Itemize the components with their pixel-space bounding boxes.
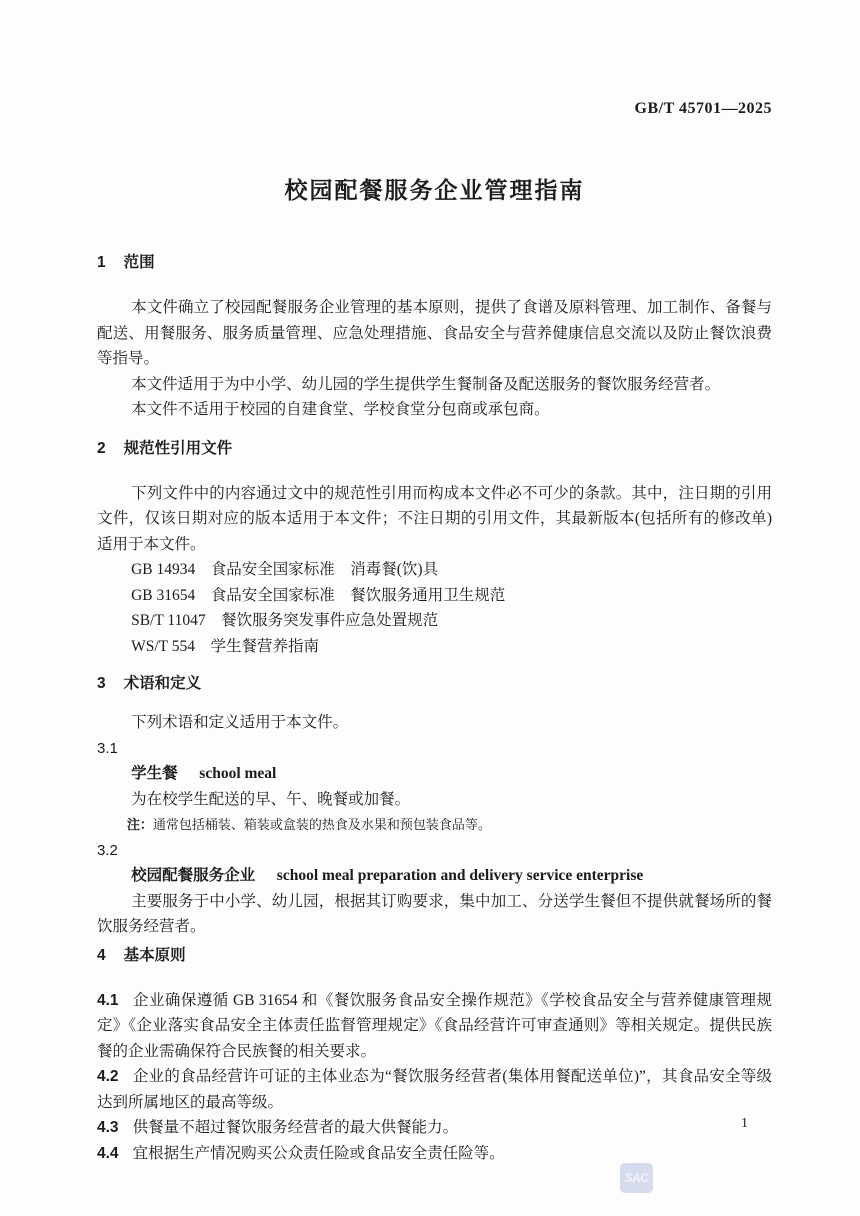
term-definition: 主要服务于中小学、幼儿园，根据其订购要求，集中加工、分送学生餐但不提供就餐场所的餐饮服务经营者。: [97, 892, 772, 935]
term-note: [97, 812, 772, 838]
section-label: 范围: [123, 254, 155, 271]
clause-number: 4.3: [97, 1119, 119, 1136]
standard-code: GB/T 45701—2025: [634, 100, 772, 117]
term-english: school meal preparation and delivery service enterprise: [276, 867, 644, 884]
section-number: 1: [97, 254, 106, 271]
document-title: 校园配餐服务企业管理指南: [284, 177, 585, 203]
reference-item: WS/T 554 学生餐营养指南: [131, 637, 319, 655]
term-number: 3.2: [97, 841, 118, 859]
paragraph: 本文件确立了校园配餐服务企业管理的基本原则，提供了食谱及原料管理、加工制作、备餐与配送、用餐服务、服务质量管理、应急处理措施、食品安全与营养健康信息交流以及防止餐饮浪费等指导。: [97, 299, 772, 367]
reference-item: GB 31654 食品安全国家标准 餐饮服务通用卫生规范: [131, 586, 506, 604]
section-label: 规范性引用文件: [123, 439, 233, 457]
term-chinese: 学生餐: [131, 765, 178, 782]
paragraph: 下列术语和定义适用于本文件。: [131, 714, 349, 731]
paragraph: 本文件不适用于校园的自建食堂、学校食堂分包商或承包商。: [131, 401, 550, 418]
clause-text: 供餐量不超过餐饮服务经营者的最大供餐能力。: [132, 1119, 459, 1136]
clause: [97, 1064, 772, 1115]
section-number: 2: [97, 439, 106, 457]
term-definition: 为在校学生配送的早、午、晚餐或加餐。: [131, 790, 411, 808]
clause-text: 宜根据生产情况购买公众责任险或食品安全责任险等。: [132, 1144, 505, 1162]
clause: [97, 1115, 772, 1141]
clause: [97, 988, 772, 1065]
term-entry: [97, 761, 772, 787]
page-number: 1: [741, 1116, 748, 1131]
clause-number: 4.2: [97, 1068, 119, 1085]
clause: [97, 1141, 772, 1167]
section-number: 3: [97, 675, 106, 692]
clause-text: 企业的食品经营许可证的主体业态为“餐饮服务经营者(集体用餐配送单位)”，其食品安全等级达到所属地区的最高等级。: [97, 1068, 772, 1111]
sac-watermark-text: SAC: [624, 1171, 649, 1185]
section-heading-terms-definitions: [97, 674, 772, 694]
section-label: 基本原则: [123, 946, 186, 964]
clause-number: 4.4: [97, 1144, 119, 1162]
sac-watermark-logo: [620, 1163, 653, 1193]
document-body: [97, 253, 772, 1166]
term-chinese: 校园配餐服务企业: [131, 867, 256, 884]
term-english: school meal: [199, 765, 277, 782]
note-text: 通常包括桶装、箱装或盒装的热食及水果和预包装食品等。: [152, 817, 491, 832]
term-entry: [97, 863, 772, 889]
term-number: 3.1: [97, 739, 118, 757]
section-heading-basic-principles: [97, 946, 772, 966]
section-heading-scope: [97, 253, 772, 273]
clause-number: 4.1: [97, 991, 119, 1009]
section-heading-normative-references: [97, 439, 772, 459]
section-number: 4: [97, 946, 106, 964]
reference-item: SB/T 11047 餐饮服务突发事件应急处置规范: [131, 612, 439, 629]
clause-text: 企业确保遵循 GB 31654 和《餐饮服务食品安全操作规范》《学校食品安全与营养健康管理规定》《企业落实食品安全主体责任监督管理规定》《食品经营许可审查通则》等相关规定。提供民族餐的企业需确保符合民族餐的相关要求。: [97, 991, 772, 1060]
paragraph: 下列文件中的内容通过文中的规范性引用而构成本文件必不可少的条款。其中，注日期的引用文件，仅该日期对应的版本适用于本文件；不注日期的引用文件，其最新版本(包括所有的修改单)适用于本文件。: [97, 484, 772, 553]
section-label: 术语和定义: [123, 675, 202, 692]
note-label: 注：: [126, 817, 153, 832]
reference-item: GB 14934 食品安全国家标准 消毒餐(饮)具: [131, 561, 439, 578]
paragraph: 本文件适用于为中小学、幼儿园的学生提供学生餐制备及配送服务的餐饮服务经营者。: [131, 375, 721, 393]
